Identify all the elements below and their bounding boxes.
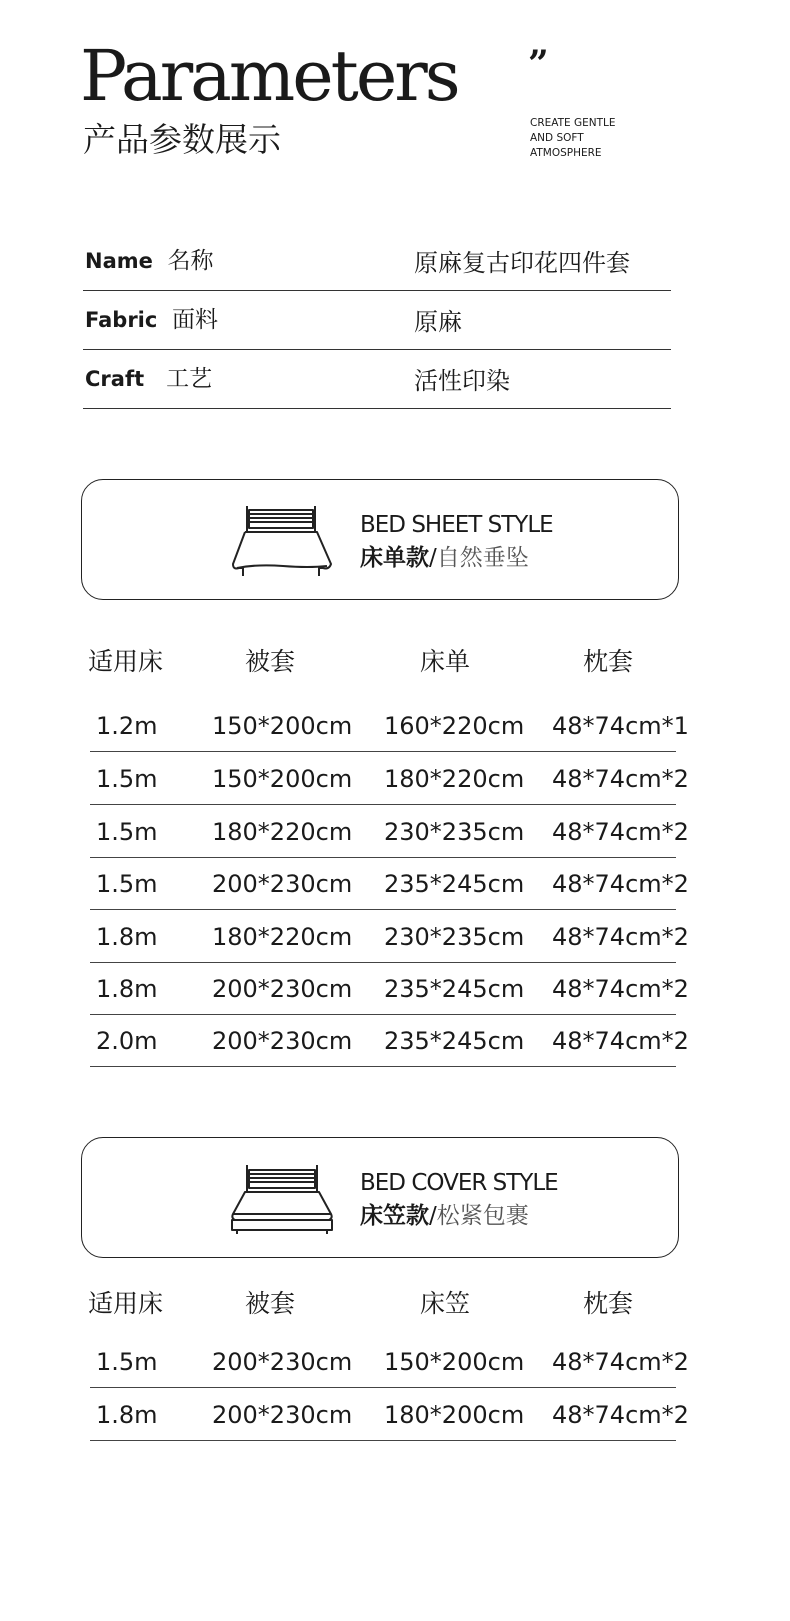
banner-subtitle — [360, 543, 529, 573]
table-cell: 48*74cm*1 — [552, 712, 689, 740]
column-header: 床笠 — [420, 1289, 471, 1318]
table-row — [90, 857, 689, 910]
bed-sheet-style-banner — [81, 479, 679, 600]
bed-cover-table-header — [88, 1286, 678, 1326]
param-row-craft — [83, 350, 671, 409]
table-cell: 1.5m — [96, 818, 158, 846]
tagline-line: CREATE GENTLE — [530, 117, 616, 129]
table-row — [90, 962, 689, 1015]
table-cell: 48*74cm*2 — [552, 765, 689, 793]
table-cell: 150*200cm — [384, 1348, 525, 1376]
column-header: 被套 — [245, 647, 296, 676]
column-header: 枕套 — [583, 1289, 634, 1318]
table-cell: 235*245cm — [384, 870, 525, 898]
column-header: 适用床 — [88, 1289, 164, 1318]
banner-subtitle-strong: 床单款 — [360, 545, 429, 571]
param-key-en: Craft — [85, 367, 145, 391]
banner-title: BED COVER STYLE — [360, 1170, 558, 1196]
table-cell: 48*74cm*2 — [552, 818, 689, 846]
table-cell: 48*74cm*2 — [552, 1027, 689, 1055]
table-cell: 1.8m — [96, 1401, 158, 1429]
table-cell: 48*74cm*2 — [552, 1401, 689, 1429]
table-cell: 230*235cm — [384, 923, 525, 951]
table-cell: 235*245cm — [384, 975, 525, 1003]
table-row — [90, 1014, 689, 1067]
table-cell: 230*235cm — [384, 818, 525, 846]
param-key — [85, 246, 214, 276]
page-title-cn: 产品参数展示 — [83, 120, 281, 159]
table-row — [90, 910, 689, 963]
param-key-en: Name — [85, 249, 153, 273]
table-cell: 200*230cm — [212, 1348, 353, 1376]
param-key-cn: 名称 — [167, 248, 214, 274]
param-key — [85, 305, 218, 335]
quote-mark: ” — [528, 43, 549, 85]
column-header: 被套 — [245, 1289, 296, 1318]
table-cell: 200*230cm — [212, 870, 353, 898]
table-cell: 1.5m — [96, 1348, 158, 1376]
table-cell: 1.8m — [96, 975, 158, 1003]
param-row-fabric — [83, 291, 671, 350]
table-cell: 150*200cm — [212, 712, 353, 740]
table-cell: 48*74cm*2 — [552, 1348, 689, 1376]
banner-subtitle-light: 松紧包裹 — [436, 1203, 529, 1229]
fitted-sheet-bed-icon — [227, 1162, 339, 1240]
tagline-line: AND SOFT — [530, 132, 584, 144]
table-cell: 2.0m — [96, 1027, 158, 1055]
table-row — [90, 699, 689, 752]
param-value: 原麻 — [414, 308, 462, 336]
param-value: 活性印染 — [414, 367, 510, 395]
bed-sheet-icon — [227, 504, 339, 582]
table-cell: 200*230cm — [212, 975, 353, 1003]
table-row — [90, 805, 689, 858]
banner-subtitle-strong: 床笠款 — [360, 1203, 429, 1229]
table-cell: 1.5m — [96, 870, 158, 898]
table-cell: 180*200cm — [384, 1401, 525, 1429]
table-cell: 200*230cm — [212, 1027, 353, 1055]
table-cell: 150*200cm — [212, 765, 353, 793]
table-cell: 1.8m — [96, 923, 158, 951]
column-header: 床单 — [420, 647, 471, 676]
table-cell: 235*245cm — [384, 1027, 525, 1055]
table-row — [90, 1388, 689, 1441]
banner-title: BED SHEET STYLE — [360, 512, 553, 538]
param-key-cn: 工艺 — [166, 366, 213, 392]
banner-subtitle — [360, 1201, 529, 1231]
table-cell: 160*220cm — [384, 712, 525, 740]
table-cell: 180*220cm — [212, 923, 353, 951]
param-key-cn: 面料 — [171, 307, 218, 333]
table-row — [90, 752, 689, 805]
tagline-line: ATMOSPHERE — [530, 147, 602, 159]
banner-subtitle-light: 自然垂坠 — [436, 545, 529, 571]
param-value: 原麻复古印花四件套 — [414, 249, 630, 277]
bed-cover-style-banner — [81, 1137, 679, 1258]
table-cell: 1.2m — [96, 712, 158, 740]
page-title-en: Parameters — [80, 35, 458, 117]
table-row — [90, 1335, 689, 1388]
table-cell: 48*74cm*2 — [552, 923, 689, 951]
tagline — [530, 116, 616, 161]
column-header: 适用床 — [88, 647, 164, 676]
table-cell: 180*220cm — [384, 765, 525, 793]
table-cell: 180*220cm — [212, 818, 353, 846]
table-cell: 48*74cm*2 — [552, 870, 689, 898]
param-key — [85, 364, 212, 394]
param-row-name — [83, 232, 671, 291]
param-key-en: Fabric — [85, 308, 158, 332]
banner-subtitle-separator: / — [429, 545, 437, 571]
table-cell: 48*74cm*2 — [552, 975, 689, 1003]
column-header: 枕套 — [583, 647, 634, 676]
table-cell: 1.5m — [96, 765, 158, 793]
bed-sheet-table-header — [88, 644, 678, 684]
table-cell: 200*230cm — [212, 1401, 353, 1429]
banner-subtitle-separator: / — [429, 1203, 437, 1229]
